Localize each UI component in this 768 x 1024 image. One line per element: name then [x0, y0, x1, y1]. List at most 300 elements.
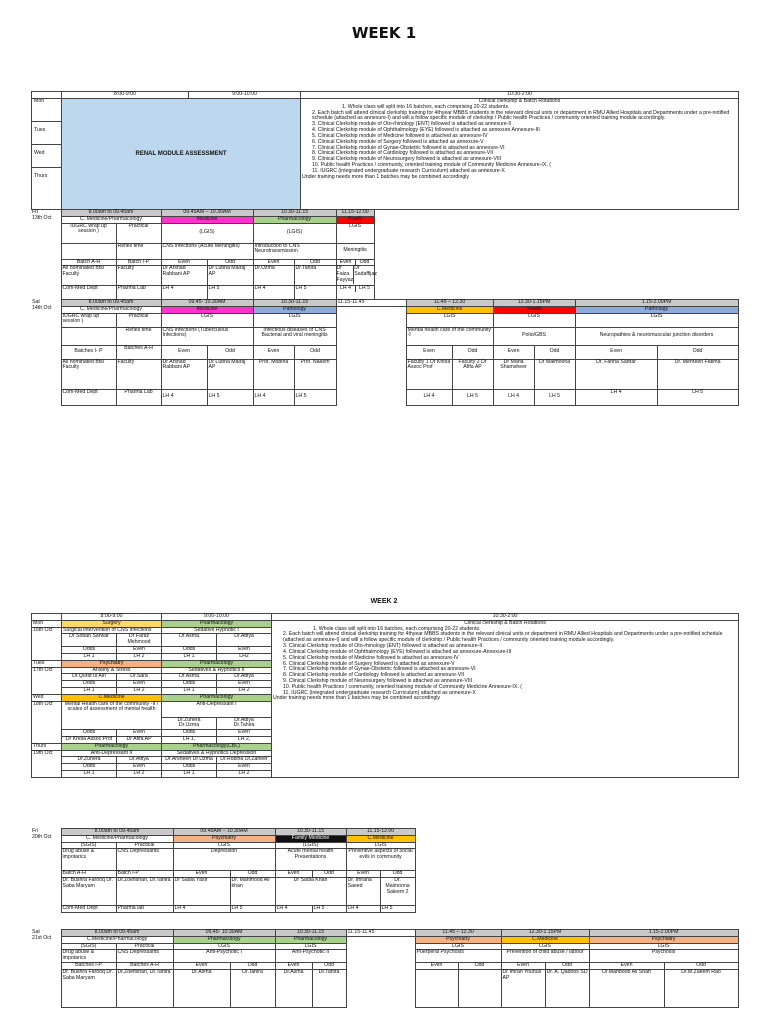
session-cell: (SGIS) [61, 943, 116, 950]
session-cell: LGIS [406, 313, 493, 327]
batch-cell: Batch A-H [61, 259, 116, 266]
topic-cell: Anti-Psychotic I [173, 950, 275, 963]
topic-cell: Anti-Psychotic II [275, 950, 346, 963]
venue-cell: LH2 [217, 653, 272, 660]
batch-cell: Even [275, 963, 312, 970]
batch-cell: Odds [62, 730, 117, 737]
batch-cell: Even [173, 871, 230, 878]
venue-cell: LH 4 [173, 906, 230, 913]
venue-cell: LH 5 [380, 906, 415, 913]
time-header: 10:30-2:00 [272, 614, 739, 621]
faculty-cell: Dr Faiza Fayyaz [336, 265, 354, 284]
period-header: 11.15-12.00 [346, 829, 415, 836]
topic-cell: CNS Depressants [116, 950, 173, 963]
faculty-cell: Faculty [116, 359, 161, 389]
time-header: 8:00-9:00 [62, 92, 189, 99]
subject-cell: Pharmacology [62, 743, 162, 750]
venue-cell: Pharma Lab [116, 389, 161, 405]
venue-cell: LH 5 [294, 286, 336, 302]
faculty-cell: Dr.Sara [117, 674, 162, 681]
clerkship-item: 1. Whole class will split into 16 batches, each comprising 20-22 students. [313, 625, 481, 632]
day-label: Fri [31, 829, 61, 836]
subject-cell: Psychiatry [62, 660, 162, 667]
clerkship-item: 3. Clinical Clerkship module of Oto-rhinology (ENT) followed is attached as annexure-II [283, 643, 483, 650]
batch-cell: Odd [230, 871, 275, 878]
faculty-cell: Prof. Naeem [294, 359, 336, 389]
batch-cell: Odd [230, 963, 275, 970]
batch-cell: Even [217, 681, 272, 688]
batch-cell: Odd [294, 259, 336, 266]
topic-cell: Mental health care of the community -I [406, 327, 493, 345]
time-header: 10:30-2:00 [301, 92, 739, 99]
session-cell: IUGRC wrap up session ) [61, 313, 116, 327]
venue-cell: Com-Med Dept [61, 389, 116, 405]
session-cell: LGIS [161, 313, 253, 327]
venue-cell: Pharma Lab [116, 286, 161, 302]
venue-cell: LH 2 [117, 653, 162, 660]
faculty-cell: Dr.Attiya [217, 674, 272, 681]
day-label: Sat [31, 300, 61, 307]
session-cell: LGIS [589, 943, 738, 950]
clerkship-item: 8. Clinical Clerkship module of Cardiology followed is attached as annexure-VII [283, 672, 465, 679]
period-header: 11.45 – 12.30 [406, 300, 493, 307]
subject-cell: Pharmacology [275, 936, 346, 943]
venue-cell: LH 5 [657, 389, 738, 405]
day-date: 21st Oct [32, 935, 52, 942]
subject-cell: Psychiatry [415, 936, 501, 943]
batch-cell: Even [501, 963, 545, 970]
clerkship-block [272, 620, 739, 777]
batch-cell: Even [337, 260, 356, 266]
topic-cell: Preventive aspects of social evils in community [346, 849, 415, 871]
faculty-cell: Dr.Asma [173, 969, 230, 1007]
session-cell: (LGIS) [275, 842, 346, 849]
session-cell: LGIS [415, 943, 501, 950]
faculty-cell: Dr. A. Qadoos SD [545, 969, 589, 1007]
session-cell: Practical [116, 223, 161, 243]
clerkship-item: 10. Public health Practices / community, oriented training module of Community Medicine Annexure-IX. ( [312, 161, 551, 168]
faculty-cell [162, 717, 217, 730]
faculty-cell: Dr. Bushra Farooq Dr. Saba Maryam [61, 969, 116, 1007]
period-header: 10.30-11.15 [253, 210, 336, 217]
session-cell: Practical [116, 842, 173, 849]
topic-cell: Psychosis [589, 950, 738, 963]
subject-cell: C.Medicine [62, 694, 162, 701]
batch-cell: Even [406, 345, 452, 359]
faculty-cell: Dr.Zunera [177, 716, 201, 723]
topic-cell: Sedatives & Hypnotics II [162, 667, 272, 674]
batch-cell: Even [346, 871, 380, 878]
venue-cell: LH 4 [346, 906, 380, 913]
subject-cell: Family Medicine [275, 835, 346, 842]
venue-cell: LH 2 [117, 771, 162, 778]
batch-cell: Even [117, 730, 162, 737]
period-header: 09.45- 10.30AM [161, 300, 253, 307]
faculty-cell: Dr.Asma [275, 969, 312, 1007]
subject-cell: C. Medicine/Pharmacology [61, 216, 161, 223]
faculty-cell [415, 969, 458, 1007]
topic-cell: CNS Depressants [116, 849, 173, 871]
venue-cell: LH 5 [207, 286, 253, 302]
day-date: 17th Oct [32, 667, 62, 694]
clerkship-note: Under training needs more than 1 batches may be combined accordingly [273, 695, 440, 702]
subject-cell: Psychiatry [173, 835, 275, 842]
clerkship-note: Under training needs more than 1 batches may be combined accordingly [302, 173, 469, 180]
period-header: 12.30-1.15PM [493, 300, 575, 307]
faculty-cell: Dr Sadia Khan [275, 878, 346, 906]
faculty-cell: Dr.Tahira [294, 266, 336, 286]
clerkship-item: 11. IUGRC (integrated undergraduate research Curriculum) attached as annexure-X [312, 167, 505, 174]
day-date: 19th Oct [32, 750, 62, 777]
topic-cell: Sedatives & Hypnotics Depression [162, 750, 272, 757]
venue-cell: LH 4 [406, 389, 452, 405]
faculty-cell: Dr.Attiya [117, 757, 162, 764]
venue-cell: LH 4 [575, 389, 657, 405]
venue-cell: LH 1, [162, 737, 217, 744]
day-label: Thurs [34, 173, 48, 179]
topic-cell: Introduction to CNS Neurotransmission [253, 243, 336, 259]
subject-cell: Pharmacology [253, 216, 336, 223]
period-header: 11.45 – 12.30 [415, 930, 501, 937]
period-header: 09.45- 10.30AM [173, 930, 275, 937]
batch-cell: Odd [452, 345, 493, 359]
faculty-cell: Dr Arshad Rabbani AP [161, 266, 207, 286]
week1-friday-table [31, 209, 375, 302]
clerkship-item: 10. Public health Practices / community, oriented training module of Community Medicine Annexure-IX. ( [283, 683, 522, 690]
topic-cell: Drug abuse & impotarics [61, 849, 116, 871]
session-cell: Practical [116, 313, 161, 327]
day-label: Sat [31, 930, 61, 937]
period-header: 09.45AM – 10.30AM [161, 210, 253, 217]
day-date: 20th Oct [32, 834, 52, 841]
venue-cell: LH 5 [359, 285, 371, 292]
faculty-cell: Dr.Qurat ul Ain [62, 674, 117, 681]
batch-cell: Even [117, 681, 162, 688]
session-cell: LGIS [346, 842, 415, 849]
batch-cell: Batches A-H [116, 345, 161, 359]
day-date: 16th Oct [32, 627, 62, 660]
venue-cell: LH 2 [217, 687, 272, 694]
week2-title: WEEK 2 [370, 598, 398, 605]
batch-cell: Odd [312, 871, 346, 878]
venue-cell: Pharma lab [116, 906, 173, 913]
batch-cell: Even [217, 730, 272, 737]
faculty-cell: All nominated Bts/ Faculty [61, 266, 116, 286]
batch-cell: Even [117, 647, 162, 654]
venue-cell: LH 5 [534, 389, 575, 405]
period-header: 11.15-11.45 [346, 930, 415, 937]
clerkship-item: 2. Each batch will attend clinical clerkship training for 4thyear MBBS students in the relevant clinical units or department in RMU Allied Hospitals and Departments under a pre-notified schedule (attached as annexure-I) and will a follow specific module of clerkship / Public health Practices / community oriented training module accordingly. [283, 631, 723, 644]
batch-cell: Even [589, 963, 664, 970]
faculty-cell: Dr.Zunera [62, 757, 117, 764]
topic-cell: Depression [173, 849, 275, 871]
subject-cell: C. Medicine/Pharmacology [61, 835, 173, 842]
faculty-cell: Dr.Attiya [217, 634, 272, 647]
batch-cell: Odd [207, 345, 253, 359]
venue-cell: LH 5 [230, 906, 275, 913]
topic-cell: Mental Health care of the community -II / scales of assessment of mental health [62, 701, 162, 730]
faculty-cell: Dr. Maimoona Saleem 2 [380, 878, 415, 906]
batch-cell: Even [415, 963, 458, 970]
day-label: Wed [32, 145, 61, 168]
batch-cell: Even [253, 345, 294, 359]
topic-cell: Acute mental health Presentations [275, 849, 346, 871]
venue-cell: LH 1 [62, 687, 117, 694]
session-cell: (SGIS) [61, 842, 116, 849]
faculty-cell: Dr.Arsheen Dr.Uzma [162, 757, 217, 764]
venue-cell: LH 4 [337, 286, 356, 292]
day-label: Tues [32, 660, 62, 667]
period-header: 10.30-11.15 [275, 829, 346, 836]
batch-cell: Even [217, 647, 272, 654]
week2-friday-table [31, 828, 416, 913]
batch-cell: Odd [294, 345, 336, 359]
batch-cell: Odd [458, 963, 501, 970]
faculty-cell: Dr.Robina Dr.Zaheer [217, 757, 272, 764]
batch-cell: Odd [380, 871, 415, 878]
batch-cell: Odd [664, 963, 738, 970]
period-header: 09.45AM – 10.30AM [173, 829, 275, 836]
day-label: Wed [32, 694, 62, 701]
period-header: 1.15-2.00PM [589, 930, 738, 937]
batch-cell: Odds [162, 681, 217, 688]
faculty-cell: Dr.Tahira [233, 722, 255, 729]
venue-cell: LH 5 [312, 906, 346, 913]
topic-cell: Infectious diseases of CNS Bacterial and viral meningitis [253, 327, 336, 345]
faculty-cell: Dr.Uzma [178, 722, 200, 729]
venue-cell: LH 2, [217, 737, 272, 744]
clerkship-item: 1. Whole class will split into 16 batches, each comprising 20-22 students. [342, 103, 510, 110]
batch-cell: Odds [162, 764, 217, 771]
faculty-cell: Dr.Attiya [234, 716, 254, 723]
subject-cell: C.Medicine [501, 936, 589, 943]
batch-cell: Odds [162, 647, 217, 654]
faculty-cell [217, 717, 272, 730]
batch-cell: Odds [62, 764, 117, 771]
clerkship-item: 4. Clinical Clerkship module of Ophthalmology (EYE) followed is attached as annexure Annexure-III [312, 127, 540, 134]
venue-cell: LH 4 [161, 286, 207, 302]
venue-cell: LH 2 [217, 771, 272, 778]
clerkship-item: 7. Clinical Clerkship module of Gynae-Obstetric followed is attached as annexure-VI [283, 666, 476, 673]
venue-cell: LH 1 [62, 771, 117, 778]
venue-cell: LH 4 [161, 389, 207, 405]
faculty-cell: Dr Maria Shamsheer [493, 359, 534, 389]
session-cell: (LGIS) [253, 223, 336, 243]
topic-cell: Sedative Hypnotic I [162, 627, 272, 634]
session-cell: Reflex time [116, 243, 161, 259]
subject-cell: Surgery [62, 620, 162, 627]
faculty-cell: Dr Lubna Mairaj AP [207, 266, 253, 286]
session-cell: LGIS [575, 313, 738, 327]
faculty-cell: Dr.Asma [162, 674, 217, 681]
topic-cell: Anti-Depressant I [162, 701, 272, 717]
batch-cell: Odd [359, 258, 370, 265]
topic-cell: Neuropathies & neuromuscular junction disorders [575, 327, 738, 345]
venue-cell: LH 1 [162, 687, 217, 694]
subject-cell: C. Medicine/Pharmacology [61, 306, 161, 313]
clerkship-item: 8. Clinical Clerkship module of Cardiology followed is attached as annexure-VII [312, 150, 494, 157]
faculty-cell: Dr. Fariha Sardar [575, 359, 657, 389]
faculty-cell: Dr Arshad Rabbani AP [161, 359, 207, 389]
topic-cell: Anxiety & Stress [62, 667, 162, 674]
clerkship-item: 5. Clinical Clerkship module of Medicine followed is attached as annexure-IV [283, 654, 459, 661]
batch-cell: Even [493, 345, 534, 359]
day-label: Mon [32, 99, 61, 122]
venue-cell: LH 1 [62, 653, 117, 660]
session-cell: LGIS [173, 842, 275, 849]
venue-cell: LH 2 [117, 687, 162, 694]
clerkship-title: Clinical clerkship & Batch Rotations [478, 98, 561, 104]
subject-cell: Pharmacology [162, 694, 272, 701]
week1-weekday-table [31, 91, 739, 210]
faculty-cell: Dr Afifa AP [117, 737, 162, 744]
batch-cell: Odd [207, 259, 253, 266]
subject-cell: Peads [493, 306, 575, 313]
faculty-cell: Prof. Mobina [253, 359, 294, 389]
batch-cell: Odds [62, 647, 117, 654]
faculty-cell: Dr.Tahira [312, 969, 346, 1007]
day-label: Mon [32, 620, 62, 627]
batch-cell: Batches I-P [61, 963, 116, 970]
period-header: 11.15-11.45 [336, 300, 406, 307]
faculty-cell: All nominated Bts/ Faculty [61, 359, 116, 389]
time-header: 9:00-10:00 [162, 614, 272, 621]
session-cell: LGIS [501, 943, 589, 950]
faculty-cell: Faculty [116, 266, 161, 286]
batch-cell: Even [173, 963, 230, 970]
day-date: 18th Oct [32, 701, 62, 743]
faculty-cell: Dr Maimoona [534, 359, 575, 389]
venue-cell: LH 1 [162, 771, 217, 778]
faculty-cell: Dr Khola Assoc Prof [62, 737, 117, 744]
clerkship-title: Clinical clerkship & Batch Rotations [464, 619, 546, 626]
batch-cell: Even [117, 764, 162, 771]
faculty-cell: Dr. Bushra Farooq Dr. Saba Maryam [61, 878, 116, 906]
period-header: 8.00am to 09.45am [61, 930, 173, 937]
subject-cell: Pharmacology(CBL) [162, 743, 272, 750]
faculty-cell [458, 969, 501, 1007]
topic-cell: Surgical intervention of CNS infections [62, 627, 162, 634]
time-header: 8:00-9:00 [62, 614, 162, 621]
batch-cell: Batch I-P [116, 871, 173, 878]
session-cell: LGIS [253, 313, 336, 327]
period-header: 10.30-11.15 [275, 930, 346, 937]
week2-saturday-table [31, 929, 739, 1008]
subject-cell: Pharmacology [162, 620, 272, 627]
clerkship-list [273, 627, 737, 697]
period-header: 10.30-11.15 [253, 300, 336, 307]
clerkship-block [301, 99, 739, 210]
clerkship-item: 2. Each batch will attend clinical clerkship training for 4thyear MBBS students in the relevant clinical units or department in RMU Allied Hospitals and Departments under a pre-notified schedule (attached as annexure-I) and will a follow specific module of clerkship / Public health Practices / community oriented training module accordingly. [312, 109, 730, 122]
faculty-cell: Dr Lubna Mairaj AP [207, 359, 253, 389]
topic-cell: CNS infections (Acute Meningitis) [161, 243, 253, 259]
batch-cell: Even [217, 764, 272, 771]
venue-cell: LH 5 [294, 389, 336, 405]
period-header: 8.00am to 09.45am [61, 210, 161, 217]
subject-cell: C.Medicine/Pharmacology [61, 936, 173, 943]
week2-weekday-table [31, 613, 739, 778]
day-date: 14th Oct [32, 305, 52, 312]
faculty-cell: Dr.M.Zaeem Rao [664, 969, 738, 1007]
subject-cell: C.Medicine [346, 835, 415, 842]
period-header: 8.00am to 09.45am [61, 300, 161, 307]
faculty-cell: Dr Sadaffijaz [354, 265, 377, 278]
batch-cell: Batches A-H [116, 963, 173, 970]
clerkship-item: 4. Clinical Clerkship module of Ophthalmology (EYE) followed is attached as annexure-Annexure-III [283, 648, 512, 655]
period-header: 11.15-12.00 [336, 210, 374, 217]
batch-cell: Odd [312, 963, 346, 970]
subject-cell: Peads [336, 216, 374, 223]
venue-cell: LH 4 [275, 906, 312, 913]
clerkship-list [302, 105, 737, 175]
venue-cell: LH 4 [253, 389, 294, 405]
venue-cell: LH 1 [162, 653, 217, 660]
week1-saturday-table [31, 299, 739, 406]
batch-cell: Odd [545, 963, 589, 970]
faculty-cell: Dr.Mahboob Ali Shah [589, 969, 664, 1007]
day-label: Tues [32, 122, 61, 145]
clerkship-item: 3. Clinical Clerkship module of Oto-rhinology (ENT) followed is attached as annexure-II [312, 121, 512, 128]
session-cell: (LGIS) [161, 223, 253, 243]
week1-title: WEEK 1 [351, 24, 417, 42]
faculty-cell: Dr. Mehreen Fatima [657, 359, 738, 389]
clerkship-item: 6. Clinical Clerkship module of Surgery followed is attached as annexure-V [283, 660, 455, 667]
topic-cell: CNS infections (Tuberculous Infections) [161, 327, 253, 345]
subject-cell: Pharmacology [173, 936, 275, 943]
venue-cell: Com-Med Dept [61, 286, 116, 302]
venue-cell: LH 4 [253, 286, 294, 302]
renal-assessment: RENAL MODULE ASSESSMENT [62, 99, 301, 210]
subject-cell: Pathology [253, 306, 336, 313]
faculty-cell: Dr Faraz Mehmood [117, 634, 162, 647]
clerkship-item: 6. Clinical Clerkship module of Surgery followed is attached as annexure-V [312, 138, 484, 145]
day-label: Fri [31, 210, 61, 217]
batch-cell: Odds [162, 730, 217, 737]
faculty-cell: Dr.Zoefishan, Dr.Tahira [116, 969, 173, 1007]
clerkship-item: 7. Clinical Clerkship module of Gynae-Obstetric followed is attached as annexure-VI [312, 144, 505, 151]
topic-cell: Meningitis [336, 243, 374, 259]
subject-cell: Pathology [575, 306, 738, 313]
period-header: 8.00am to 09.45am [61, 829, 173, 836]
batch-cell: Batches I- P [61, 345, 116, 359]
time-header: 9:00-10:00 [189, 92, 301, 99]
topic-cell: Polio/GBS [493, 327, 575, 345]
topic-cell: Drug abuse & impotarics [61, 950, 116, 963]
venue-cell: LH 5 [452, 389, 493, 405]
session-cell: Practical [116, 943, 173, 950]
day-date: 13th Oct [32, 215, 52, 222]
faculty-cell: Dr.Asma [162, 634, 217, 647]
faculty-cell: Dr Soban Sarwar [62, 634, 117, 647]
period-header: 12.30-1.15PM [501, 930, 589, 937]
period-header: 1.15-2.00PM [575, 300, 738, 307]
clerkship-item: 11. IUGRC (integrated undergraduate research Curriculum) attached as annexure-X [283, 689, 476, 696]
session-cell: LGIS [493, 313, 575, 327]
subject-cell: Psychiatry [589, 936, 738, 943]
faculty-cell: Dr. Mahmood Ali khan [230, 878, 275, 906]
subject-cell: Pharmacology [162, 660, 272, 667]
session-cell: IUGRC wrap up session ) [61, 223, 116, 243]
batch-cell: Even [275, 871, 312, 878]
faculty-cell: Dr. Imrana Saeed [346, 878, 380, 906]
venue-cell: LH 5 [207, 389, 253, 405]
session-cell: LGIS [336, 223, 374, 243]
topic-cell: Anti-Depressant II [62, 750, 162, 757]
batch-cell: Even [161, 345, 207, 359]
venue-cell: Com-Med Dept [61, 906, 116, 913]
day-label: Thurs [32, 743, 62, 750]
clerkship-item: 5. Clinical Clerkship module of Medicine followed is attached as annexure-IV [312, 132, 488, 139]
